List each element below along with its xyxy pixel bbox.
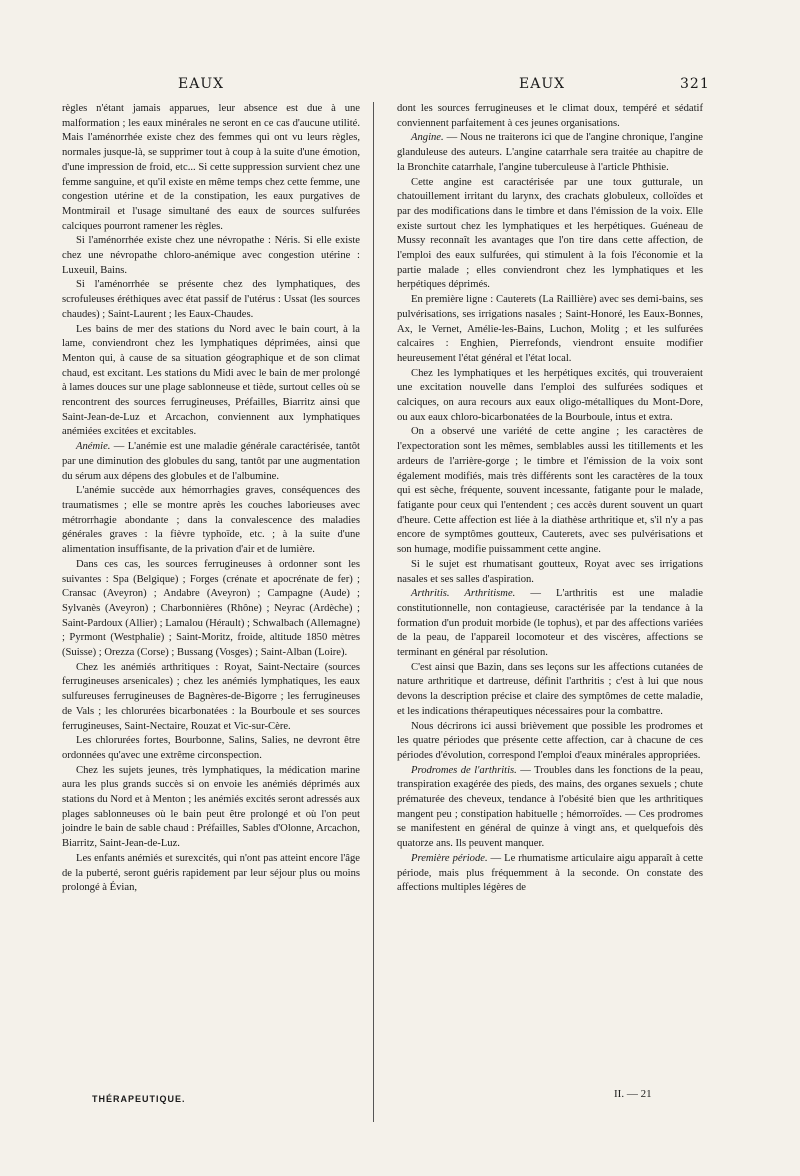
paragraph [62, 484, 360, 558]
paragraph [397, 367, 703, 426]
paragraph-text: L'anémie succède aux hémorrhagies graves, conséquences des traumatismes ; elle se montre après les couches laborieuses avec métrorrhagie abondante ; dans la convalescence des maladies générales graves : la fièvre typhoïde, etc. ; à la suite d'une alimentation insuffisante, de la privation d'air et de lumière. [62, 485, 360, 556]
column-divider [373, 102, 374, 1122]
paragraph [397, 587, 703, 661]
paragraph [397, 293, 703, 367]
paragraph [62, 764, 360, 852]
paragraph-text: Nous décrirons ici aussi brièvement que possible les prodromes et les quatre périodes que présente cette affection, car à chacune de ces périodes d'évolution, correspond l'emploi d'eaux minérales appropriées. [397, 720, 703, 761]
paragraph-text: Chez les anémiés arthritiques : Royat, Saint-Nectaire (sources ferrugineuses arsenicales) ; chez les anémiés lymphatiques, les eaux sulfureuses ferrugineuses de Bagnères-de-Bigorre ; les ferrugineuses de Vals ; les chlorurées bicarbonatées : la Bourboule et ses sources ferrugineuses, Saint-Nectaire, Rouzat et Vic-sur-Cère. [62, 661, 360, 732]
footer-signature: THÉRAPEUTIQUE. [92, 1094, 186, 1104]
paragraph [397, 661, 703, 720]
paragraph-text: Si l'aménorrhée se présente chez des lymphatiques, des scrofuleuses éréthiques avec état passif de l'utérus : Ussat (les sources chaudes) ; Saint-Laurent ; les Eaux-Chaudes. [62, 279, 360, 320]
right-column [397, 102, 703, 896]
paragraph-text: Dans ces cas, les sources ferrugineuses à ordonner sont les suivantes : Spa (Belgique) ; Forges (crénate et apocrénate de fer) ; Cransac (Aveyron) ; Andabre (Aveyron) ; Campagne (Aude) ; Sylvanès (Aveyron) ; Charbonnières (Rhône) ; Neyrac (Ardèche) ; Saint-Pardoux (Allier) ; Lamalou (Hérault) ; Schwalbach (Allemagne) ; Pyrmont (Westphalie) ; Saint-Moritz, froide, altitude 1850 mètres (Suisse) ; Orezza (Corse) ; Bussang (Vosges) ; Saint-Alban (Loire). [62, 558, 360, 659]
paragraph [62, 323, 360, 441]
paragraph-text: règles n'étant jamais apparues, leur absence est due à une malformation ; les eaux minérales ne seront en ce cas d'aucune utilité. Mais l'aménorrhée existe chez des femmes qui ont vu leurs règles, normales jusque-là, se supprimer tout à coup à la suite d'une émotion, d'une impression de froid, etc... Si cette suppression survient chez une femme sanguine, et qu'il existe en même temps chez cette femme, une congestion utérine et de la constipation, les eaux purgatives de Montmirail et l'usage simultané des eaux de sources sulfurées calciques pourront ramener les règles. [62, 103, 360, 232]
paragraph [62, 278, 360, 322]
paragraph [62, 558, 360, 661]
paragraph-heading: Première période. [411, 852, 488, 864]
paragraph-text: Cette angine est caractérisée par une toux gutturale, un chatouillement irritant du larynx, des crachats globuleux, colloïdes et par des modifications dans le timbre et dans l'émission de la voix. Elle existe surtout chez les lymphatiques et les herpétiques. Guéneau de Mussy reconnaît les avantages que l'on tire dans cette affection, de l'emploi des eaux sulfurées, qui stimulent à la fois l'économie et la partie malade ; elles conviendront chez les lymphatiques et les herpétiques déprimés. [397, 176, 703, 291]
paragraph-heading: Angine. [411, 132, 444, 144]
paragraph-text: Chez les sujets jeunes, très lymphatiques, la médication marine aura les plus grands succès si on envoie les anémiés déprimés aux stations du Nord et à Menton ; les anémiés excités seront adressés aux plages sablonneuses où le bain peut être prolongé et où l'on peut joindre le bain de sable chaud : Préfailles, Sables d'Olonne, Arcachon, Biarritz, Saint-Jean-de-Luz. [62, 764, 360, 850]
header-left-title: EAUX [178, 76, 225, 92]
paragraph-text: — Le rhumatisme articulaire aigu apparaît à cette période, mais plus fréquemment à la seconde. On constate des affections multiples légères de [397, 852, 703, 894]
paragraph-text: En première ligne : Cauterets (La Raillière) avec ses demi-bains, ses pulvérisations, ses irrigations nasales ; Saint-Honoré, les Eaux-Bonnes, Ax, le Vernet, Amélie-les-Bains, Luchon, Molitg ; et les sulfurées calcaires : Enghien, Pierrefonds, viendront ensuite modifier heureusement l'état général et l'état local. [397, 294, 703, 364]
paragraph [397, 176, 703, 294]
paragraph-text: On a observé une variété de cette angine ; les caractères de l'expectoration sont les mêmes, semblables aussi les titillements et les ardeurs de l'arrière-gorge ; le timbre et l'émission de la voix sont également modifiés, mais très différents sont les caractères de la toux qui est sèche, fréquente, souvent incessante, fatigante pour le malade, fatigante pour ceux qui l'entendent ; ces accès durent souvent un quart d'heure. Cette affection est liée à la diathèse arthritique et, s'il n'y a pas encore de symptômes goutteux, Cauterets, avec ses pulvérisations et son humage, modifie puissamment cette angine. [397, 426, 703, 556]
paragraph-text: C'est ainsi que Bazin, dans ses leçons sur les affections cutanées de nature arthritique et dartreuse, définit l'arthritis ; c'est à lui que nous devons la description précise et claire des symptômes de cette maladie, et les indications thérapeutiques nécessaires pour la combattre. [397, 661, 703, 717]
paragraph-text: — L'arthritis est une maladie constitutionnelle, non contagieuse, caractérisée par la tendance à la formation d'un produit morbide (le tophus), et par des affections variées de la peau, de l'appareil locomoteur et des viscères, affections se terminant en général par résolution. [397, 588, 703, 659]
paragraph-text: Les chlorurées fortes, Bourbonne, Salins, Salies, ne devront être ordonnées qu'avec une extrême circonspection. [62, 735, 360, 761]
paragraph-text: — Troubles dans les fonctions de la peau, transpiration exagérée des pieds, des mains, des organes sexuels ; chute prématurée des cheveux, tendance à l'obésité bien que les arthritiques mangent peu ; constipation habituelle ; hémorroïdes. — Ces prodromes se manifestent en général de quinze à vingt ans, et quelquefois dès quatorze ans. Ils peuvent manquer. [397, 764, 703, 850]
paragraph [397, 131, 703, 175]
paragraph-heading: Arthritis. Arthritisme. [411, 588, 516, 600]
paragraph [397, 720, 703, 764]
paragraph-text: — Nous ne traiterons ici que de l'angine chronique, l'angine glanduleuse des auteurs. L'angine catarrhale sera traitée au chapitre de la Bronchite catarrhale, l'angine tuberculeuse à l'article Phthisie. [397, 132, 703, 173]
paragraph [397, 102, 703, 131]
left-column [62, 102, 360, 896]
paragraph [397, 764, 703, 852]
paragraph [397, 558, 703, 587]
paragraph [62, 234, 360, 278]
paragraph-text: Si l'aménorrhée existe chez une névropathe : Néris. Si elle existe chez une névropathe chloro-anémique avec congestion utérine : Luxeuil, Bains. [62, 235, 360, 276]
paragraph [397, 852, 703, 896]
footer-volume-mark: II. — 21 [614, 1088, 652, 1100]
paragraph-text: — L'anémie est une maladie générale caractérisée, tantôt par une diminution des globules du sang, tantôt par une augmentation du sérum aux dépens des globules et de l'albumine. [62, 441, 360, 482]
paragraph-heading: Anémie. [76, 441, 111, 453]
paragraph [62, 661, 360, 735]
paragraph [62, 734, 360, 763]
paragraph-text: Chez les lymphatiques et les herpétiques excités, qui trouveraient une excitation nouvelle dans l'emploi des sulfurées sodiques et calciques, on aura recours aux eaux oligo-métalliques du Mont-Dore, ou aux eaux chloro-bicarbonatées de la Bourboule, intus et extra. [397, 367, 703, 423]
paragraph-text: Si le sujet est rhumatisant goutteux, Royat avec ses irrigations nasales et ses salles d'aspiration. [397, 558, 703, 585]
paragraph [397, 425, 703, 557]
paragraph-text: Les bains de mer des stations du Nord avec le bain court, à la lame, conviendront chez les lymphatiques déprimées, ainsi que Menton qui, à cause de sa situation géographique et de son climat chaud, est excitant. Les stations du Midi avec le bain de mer prolongé à lames douces sur une plage sablonneuse et tiède, surtout celles où se rencontrent des sources ferrugineuses, Préfailles, Biarritz ainsi que Saint-Jean-de-Luz et Arcachon, conviennent aux lymphatiques anémiées excitées et excitables. [62, 323, 360, 438]
header-center-title: EAUX [519, 76, 566, 92]
paragraph [62, 102, 360, 234]
paragraph-text: Les enfants anémiés et surexcités, qui n'ont pas atteint encore l'âge de la puberté, seront guéris rapidement par leur séjour plus ou moins prolongé à Évian, [62, 852, 360, 894]
running-header [0, 76, 800, 96]
page-number: 321 [680, 76, 710, 92]
paragraph-heading: Prodromes de l'arthritis. [411, 764, 517, 776]
paragraph-text: dont les sources ferrugineuses et le climat doux, tempéré et sédatif conviennent parfaitement à ces jeunes organisations. [397, 103, 703, 129]
paragraph [62, 440, 360, 484]
paragraph [62, 852, 360, 896]
